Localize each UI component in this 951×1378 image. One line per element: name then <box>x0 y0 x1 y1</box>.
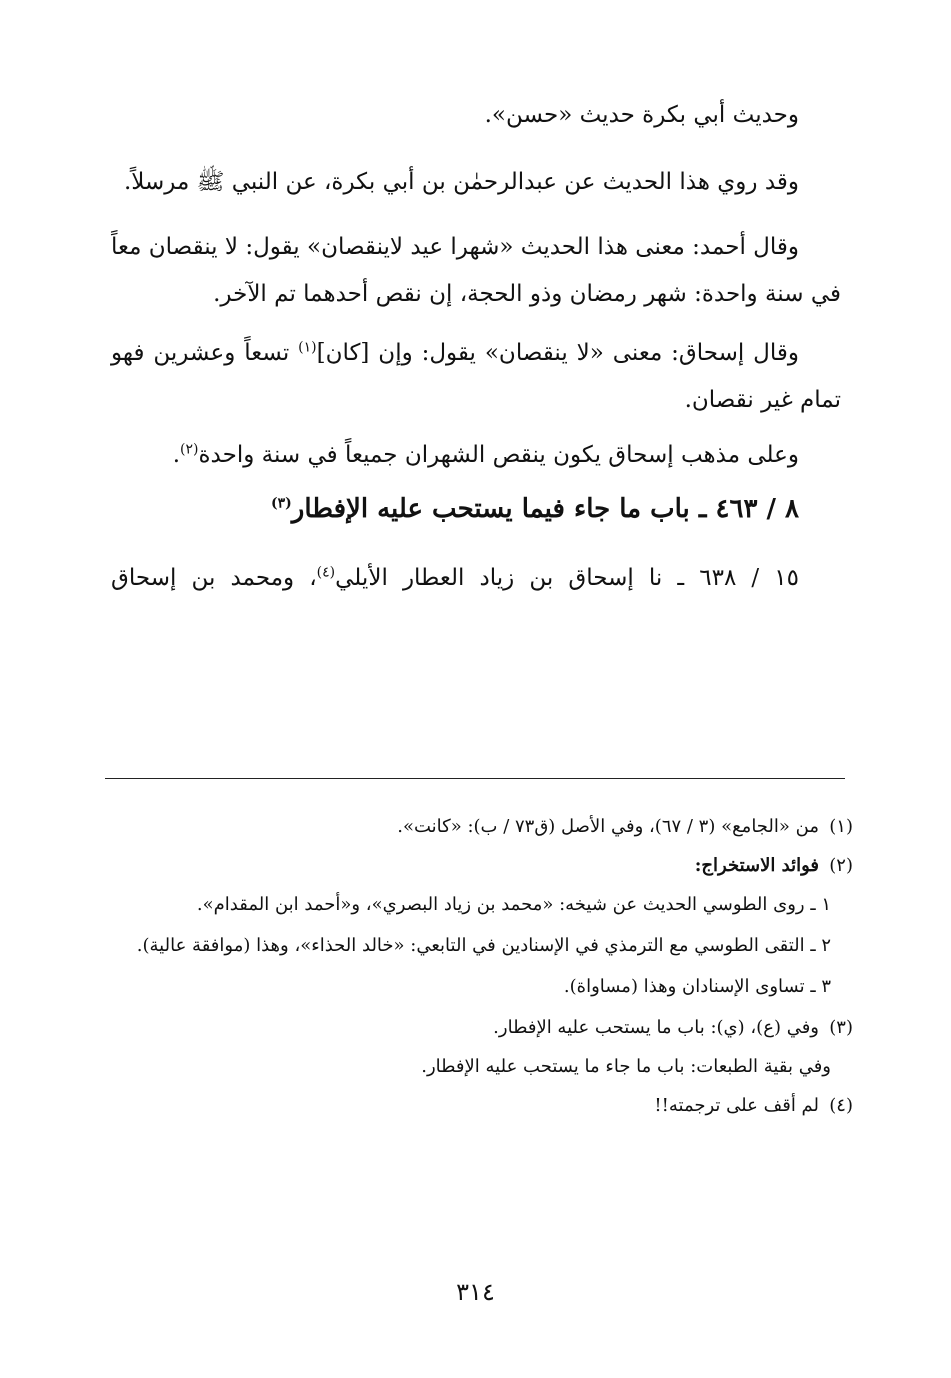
footnote-text: من «الجامع» (٣ / ٦٧)، وفي الأصل (ق٧٣ / ب): «كانت». <box>397 816 819 837</box>
footnote-number: (١) <box>829 816 853 837</box>
footnote-2-item-3: ٣ ـ تساوى الإسنادان وهذا (مساواة). <box>563 976 831 997</box>
heading-text: ٨ / ٤٦٣ ـ باب ما جاء فيما يستحب عليه الإفطار <box>291 494 799 524</box>
paragraph-ishaq-madhhab <box>111 432 841 479</box>
paragraph-text: . <box>172 442 181 468</box>
paragraph-hadith-grade <box>111 92 841 139</box>
footnote-separator <box>105 778 845 779</box>
footnote-3 <box>128 1009 853 1046</box>
hadith-isnad <box>111 555 841 602</box>
isnad-text: ، ومحمد بن إسحاق <box>111 565 317 591</box>
paragraph-text: تسعاً وعشرين فهو تمام غير نقصان. <box>111 340 841 413</box>
paragraph-ishaq-commentary <box>111 330 841 424</box>
footnote-1 <box>128 808 853 845</box>
chapter-heading <box>111 483 841 535</box>
isnad-text: ١٥ / ٦٣٨ ـ نا إسحاق بن زياد العطار الأيلي <box>335 565 799 591</box>
footnote-number: (٤) <box>829 1095 853 1116</box>
footnote-4 <box>128 1087 853 1124</box>
footnote-text: وفي (ع)، (ي): باب ما يستحب عليه الإفطار. <box>493 1017 819 1038</box>
page-number: ٣١٤ <box>456 1278 495 1306</box>
paragraph-text: وقال إسحاق: معنى «لا ينقصان» يقول: وإن [كان] <box>316 340 799 366</box>
footnote-text: لم أقف على ترجمته!! <box>654 1095 819 1116</box>
footnote-ref-2[interactable]: (٢) <box>180 441 199 458</box>
footnote-number: (٣) <box>829 1017 853 1038</box>
footnote-ref-1[interactable]: (١) <box>298 339 317 356</box>
paragraph-mursal-note <box>111 159 841 206</box>
footnote-number: (٢) <box>829 855 853 876</box>
paragraph-text: وقد روي هذا الحديث عن عبدالرحمٰن بن أبي بكرة، عن النبي ﷺ مرسلاً. <box>123 169 799 195</box>
footnote-2-item-1: ١ ـ روى الطوسي الحديث عن شيخه: «محمد بن زياد البصري»، و«أحمد ابن المقدام». <box>196 894 831 915</box>
paragraph-text: وعلى مذهب إسحاق يكون ينقص الشهران جميعاً في سنة واحدة <box>198 442 799 468</box>
paragraph-text: وقال أحمد: معنى هذا الحديث «شهرا عيد لاينقصان» يقول: لا ينقصان معاً في سنة واحدة: شهر رمضان وذو الحجة، إن نقص أحدهما تم الآخر. <box>111 234 841 307</box>
footnote-ref-4[interactable]: (٤) <box>316 564 336 581</box>
paragraph-ahmad-commentary <box>111 224 841 318</box>
footnote-3-continuation: وفي بقية الطبعات: باب ما جاء ما يستحب عليه الإفطار. <box>421 1056 831 1077</box>
footnotes <box>128 808 853 1126</box>
footnote-ref-3[interactable]: (٣) <box>270 495 292 512</box>
footnote-2 <box>128 847 853 884</box>
footnote-label: فوائد الاستخراج: <box>694 855 819 876</box>
main-text <box>111 92 841 602</box>
paragraph-text: وحديث أبي بكرة حديث «حسن». <box>484 102 799 128</box>
footnote-2-item-2: ٢ ـ التقى الطوسي مع الترمذي في الإسنادين في التابعي: «خالد الحذاء»، وهذا (موافقة عالية). <box>136 935 831 956</box>
